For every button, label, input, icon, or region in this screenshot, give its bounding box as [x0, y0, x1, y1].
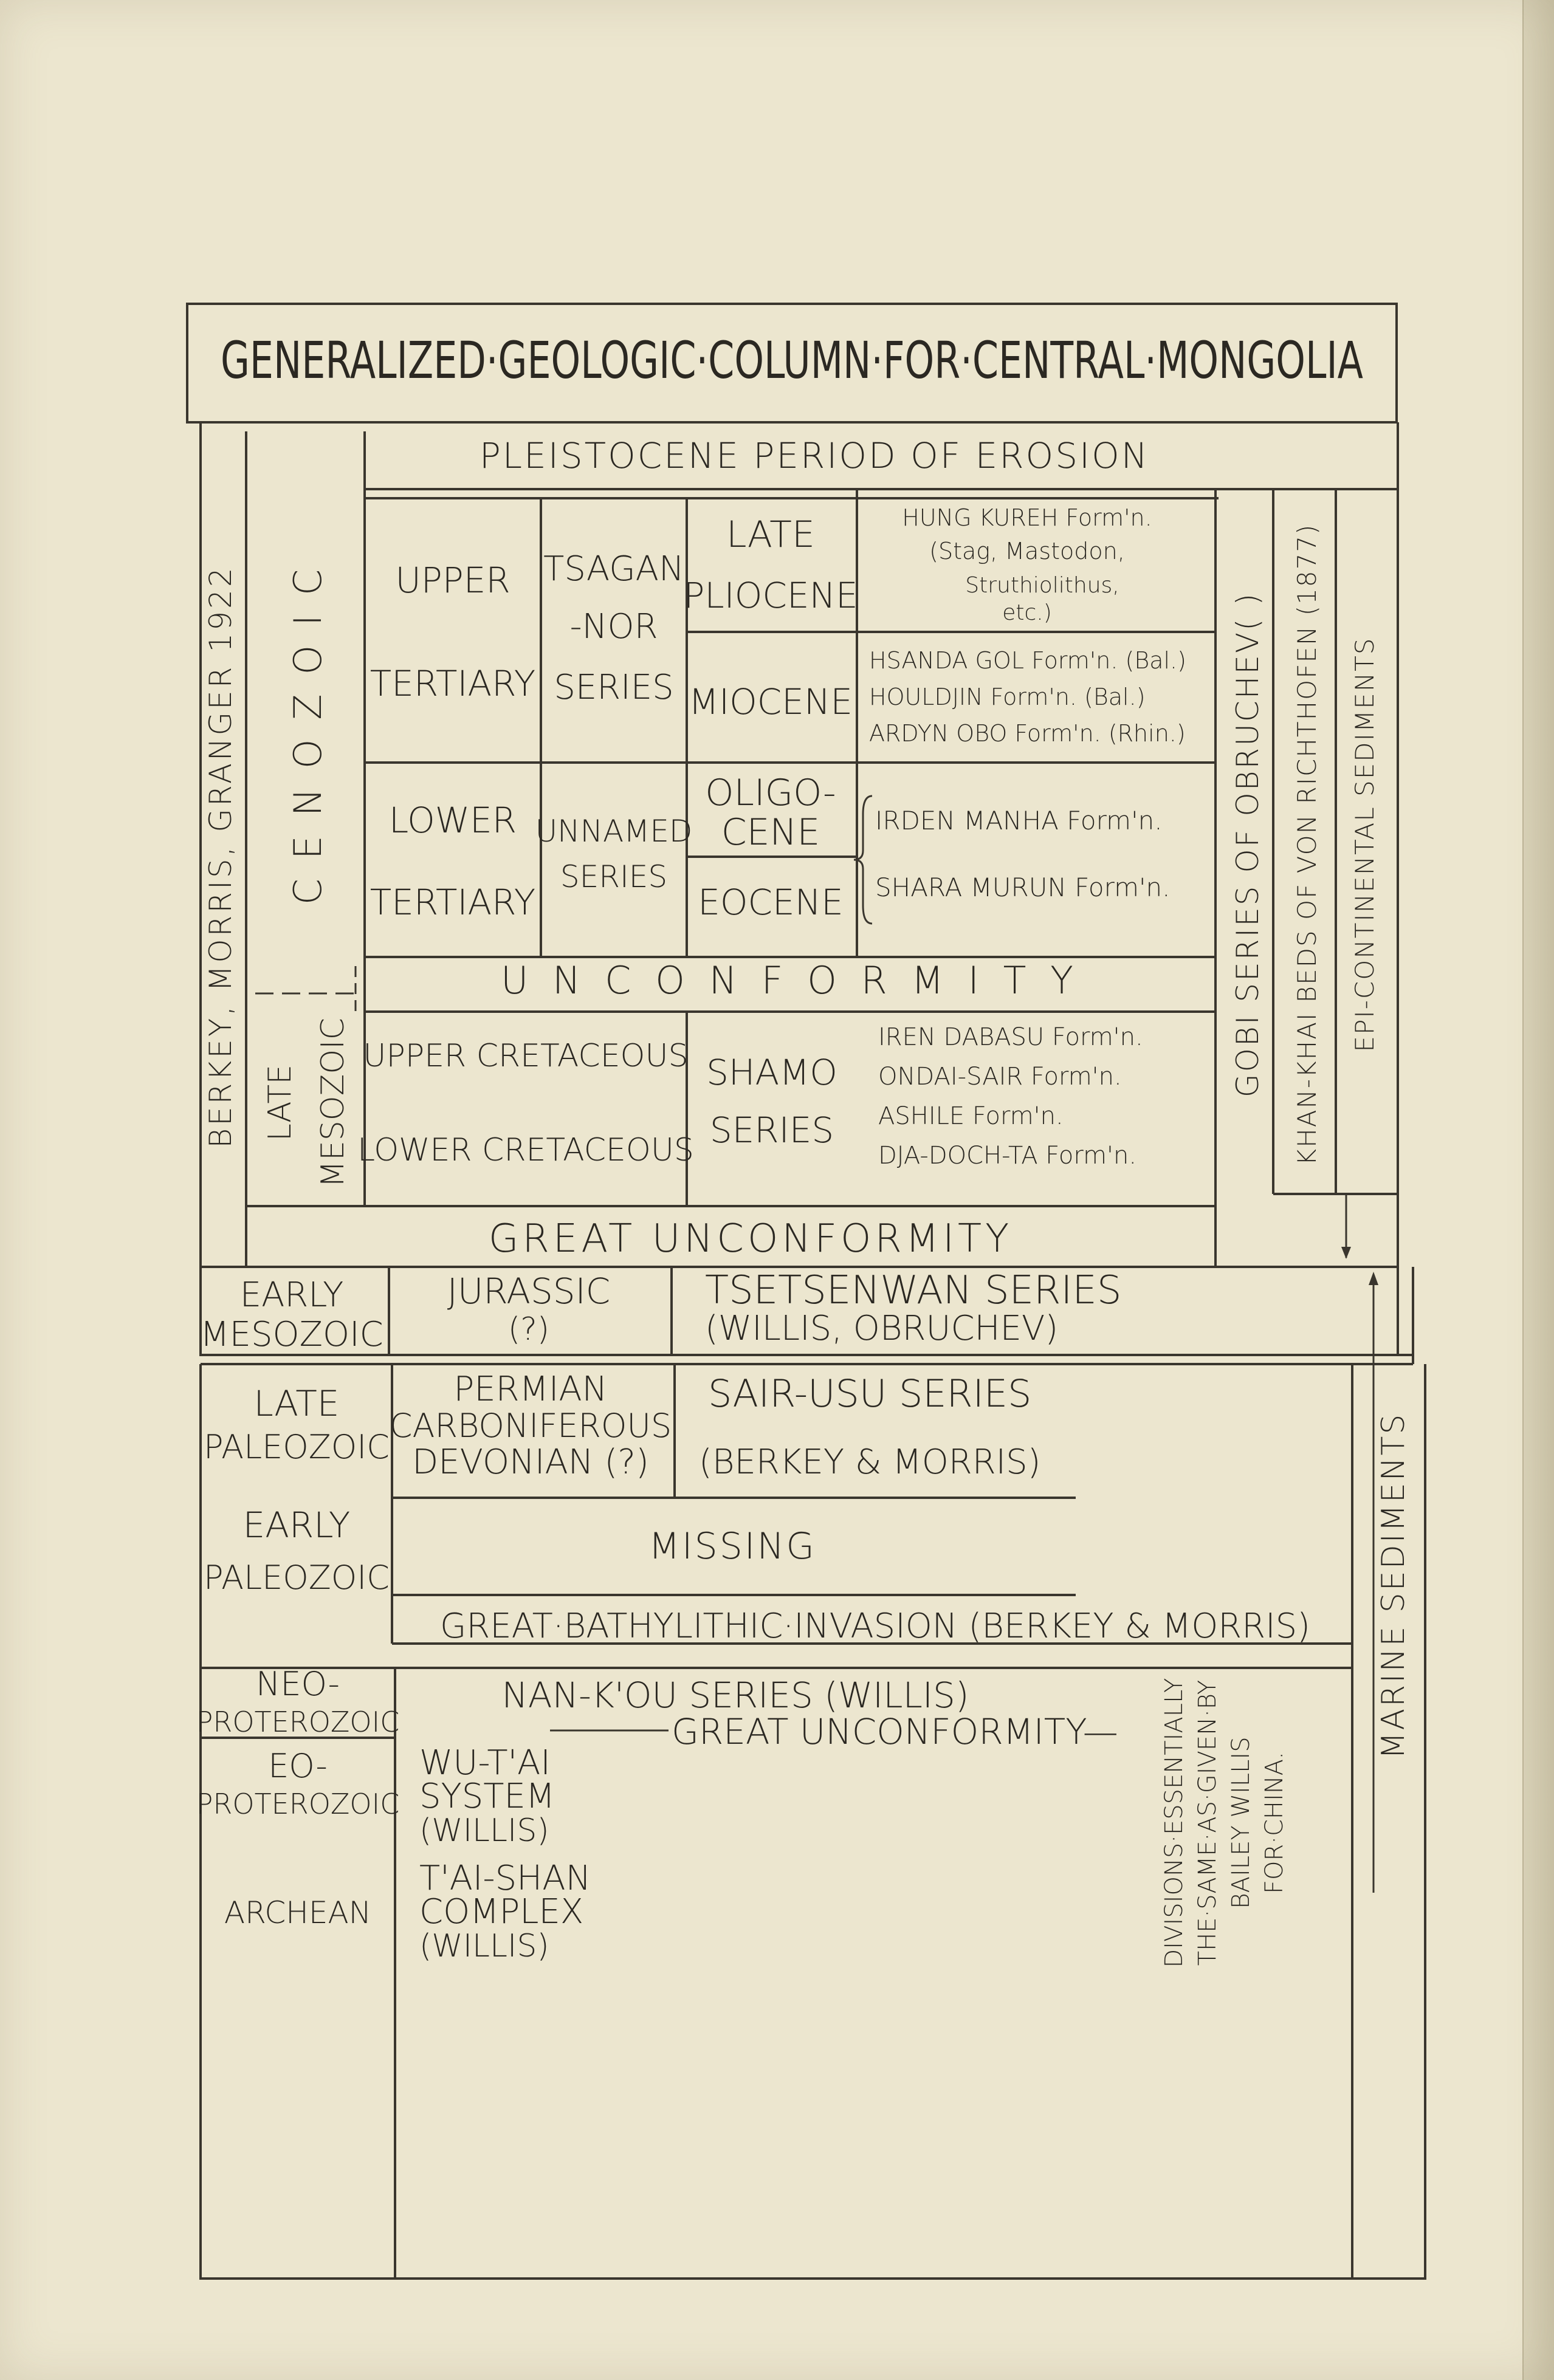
khan-khai-label: KHAN-KHAI BEDS OF VON RICHTHOFEN (1877): [1292, 523, 1322, 1166]
early-mesozoic-1: EARLY: [239, 1275, 344, 1315]
tsagan-1: TSAGAN: [543, 549, 684, 589]
permian-2: CARBONIFEROUS: [389, 1407, 672, 1445]
epi-continental-label: EPI-CONTINENTAL SEDIMENTS: [1350, 637, 1380, 1052]
lower-tertiary-2: TERTIARY: [370, 882, 536, 923]
early-mesozoic-2: MESOZOIC: [200, 1315, 383, 1354]
archean-label: ARCHEAN: [224, 1895, 372, 1930]
eo-proterozoic-2: PROTEROZOIC: [196, 1788, 400, 1820]
chart-title: GENERALIZED·GEOLOGIC·COLUMN·FOR·CENTRAL·MONGOLIA: [221, 331, 1363, 390]
ardyn-obo: ARDYN OBO Form'n. (Rhin.): [869, 720, 1186, 747]
hung-kureh-2: (Stag, Mastodon,: [929, 538, 1125, 564]
jurassic-2: (?): [507, 1311, 550, 1348]
ashile: ASHILE Form'n.: [878, 1102, 1064, 1130]
jurassic-1: JURASSIC: [447, 1271, 611, 1312]
eocene-label: EOCENE: [698, 882, 844, 923]
taishan-2: COMPLEX: [419, 1892, 584, 1932]
pleistocene-label: PLEISTOCENE PERIOD OF EROSION: [479, 435, 1150, 476]
late-pliocene-1: LATE: [726, 513, 815, 556]
neo-proterozoic-1: NEO-: [255, 1665, 340, 1703]
permian-1: PERMIAN: [453, 1370, 608, 1409]
taishan-1: T'AI-SHAN: [419, 1859, 591, 1898]
sair-usu-1: SAIR-USU SERIES: [708, 1371, 1032, 1416]
marine-sediments-label: MARINE SEDIMENTS: [1375, 1412, 1412, 1760]
shamo-1: SHAMO: [706, 1052, 837, 1093]
nankou-series: NAN-K'OU SERIES (WILLIS): [501, 1675, 969, 1716]
hung-kureh-3: Struthiolithus,: [965, 573, 1119, 598]
divisions-line-3: BAILEY WILLIS: [1227, 1737, 1255, 1909]
late-mesozoic-label-1: LATE: [262, 1064, 298, 1142]
divisions-line-4: FOR·CHINA.: [1260, 1751, 1288, 1895]
wutai-3: (WILLIS): [419, 1812, 549, 1849]
divisions-line-1: DIVISIONS·ESSENTIALLY: [1160, 1678, 1188, 1968]
taishan-3: (WILLIS): [419, 1928, 549, 1964]
shamo-2: SERIES: [709, 1109, 834, 1151]
ondai-sair: ONDAI-SAIR Form'n.: [878, 1063, 1122, 1091]
hung-kureh-4: etc.): [1002, 600, 1052, 625]
irden-manha: IRDEN MANHA Form'n.: [875, 806, 1163, 835]
miocene-label: MIOCENE: [689, 681, 853, 722]
authors-label: BERKEY, MORRIS, GRANGER 1922: [203, 565, 238, 1148]
early-paleozoic-1: EARLY: [242, 1504, 351, 1546]
late-pliocene-2: PLIOCENE: [683, 575, 858, 616]
great-unconformity-2: GREAT UNCONFORMITY—: [672, 1711, 1118, 1752]
hsanda-gol: HSANDA GOL Form'n. (Bal.): [869, 647, 1186, 674]
oligocene-1: OLIGO-: [705, 772, 836, 814]
cenozoic-label: C E N O Z O I C: [286, 565, 330, 905]
great-unconformity-label: GREAT UNCONFORMITY: [488, 1216, 1013, 1261]
wutai-1: WU-T'AI: [419, 1743, 551, 1783]
unconformity-label: U N C O N F O R M I T Y: [500, 958, 1080, 1003]
shara-murun: SHARA MURUN Form'n.: [875, 873, 1171, 902]
late-paleozoic-2: PALEOZOIC: [204, 1428, 390, 1466]
sair-usu-2: (BERKEY & MORRIS): [699, 1442, 1041, 1482]
upper-tertiary-1: UPPER: [395, 560, 511, 601]
oligocene-2: CENE: [721, 811, 820, 854]
unnamed-1: UNNAMED: [535, 814, 693, 849]
dja-doch-ta: DJA-DOCH-TA Form'n.: [878, 1142, 1137, 1170]
neo-proterozoic-2: PROTEROZOIC: [196, 1706, 400, 1738]
permian-3: DEVONIAN (?): [412, 1442, 649, 1482]
bathylithic-invasion: GREAT·BATHYLITHIC·INVASION (BERKEY & MORRIS): [439, 1607, 1311, 1646]
missing-label: MISSING: [648, 1525, 816, 1568]
hung-kureh-1: HUNG KUREH Form'n.: [902, 504, 1152, 531]
tsagan-2: -NOR: [569, 607, 658, 646]
lower-tertiary-1: LOWER: [388, 800, 517, 841]
iren-dabasu: IREN DABASU Form'n.: [878, 1023, 1143, 1051]
lower-cretaceous: LOWER CRETACEOUS: [357, 1132, 694, 1168]
gobi-series-label: GOBI SERIES OF OBRUCHEV( ): [1230, 591, 1265, 1098]
tsagan-3: SERIES: [554, 668, 674, 707]
eo-proterozoic-1: EO-: [268, 1747, 328, 1785]
tsetsenwan-1: TSETSENWAN SERIES: [705, 1268, 1122, 1313]
tsetsenwan-2: (WILLIS, OBRUCHEV): [705, 1309, 1059, 1348]
unnamed-2: SERIES: [560, 859, 668, 894]
divisions-line-2: THE·SAME·AS·GIVEN·BY: [1194, 1679, 1222, 1966]
early-paleozoic-2: PALEOZOIC: [204, 1559, 390, 1597]
late-paleozoic-1: LATE: [253, 1383, 340, 1424]
upper-tertiary-2: TERTIARY: [370, 663, 536, 704]
wutai-2: SYSTEM: [419, 1777, 555, 1816]
late-mesozoic-label-2: MESOZOIC: [315, 1018, 351, 1188]
houldjin: HOULDJIN Form'n. (Bal.): [869, 684, 1146, 710]
upper-cretaceous: UPPER CRETACEOUS: [363, 1038, 689, 1074]
